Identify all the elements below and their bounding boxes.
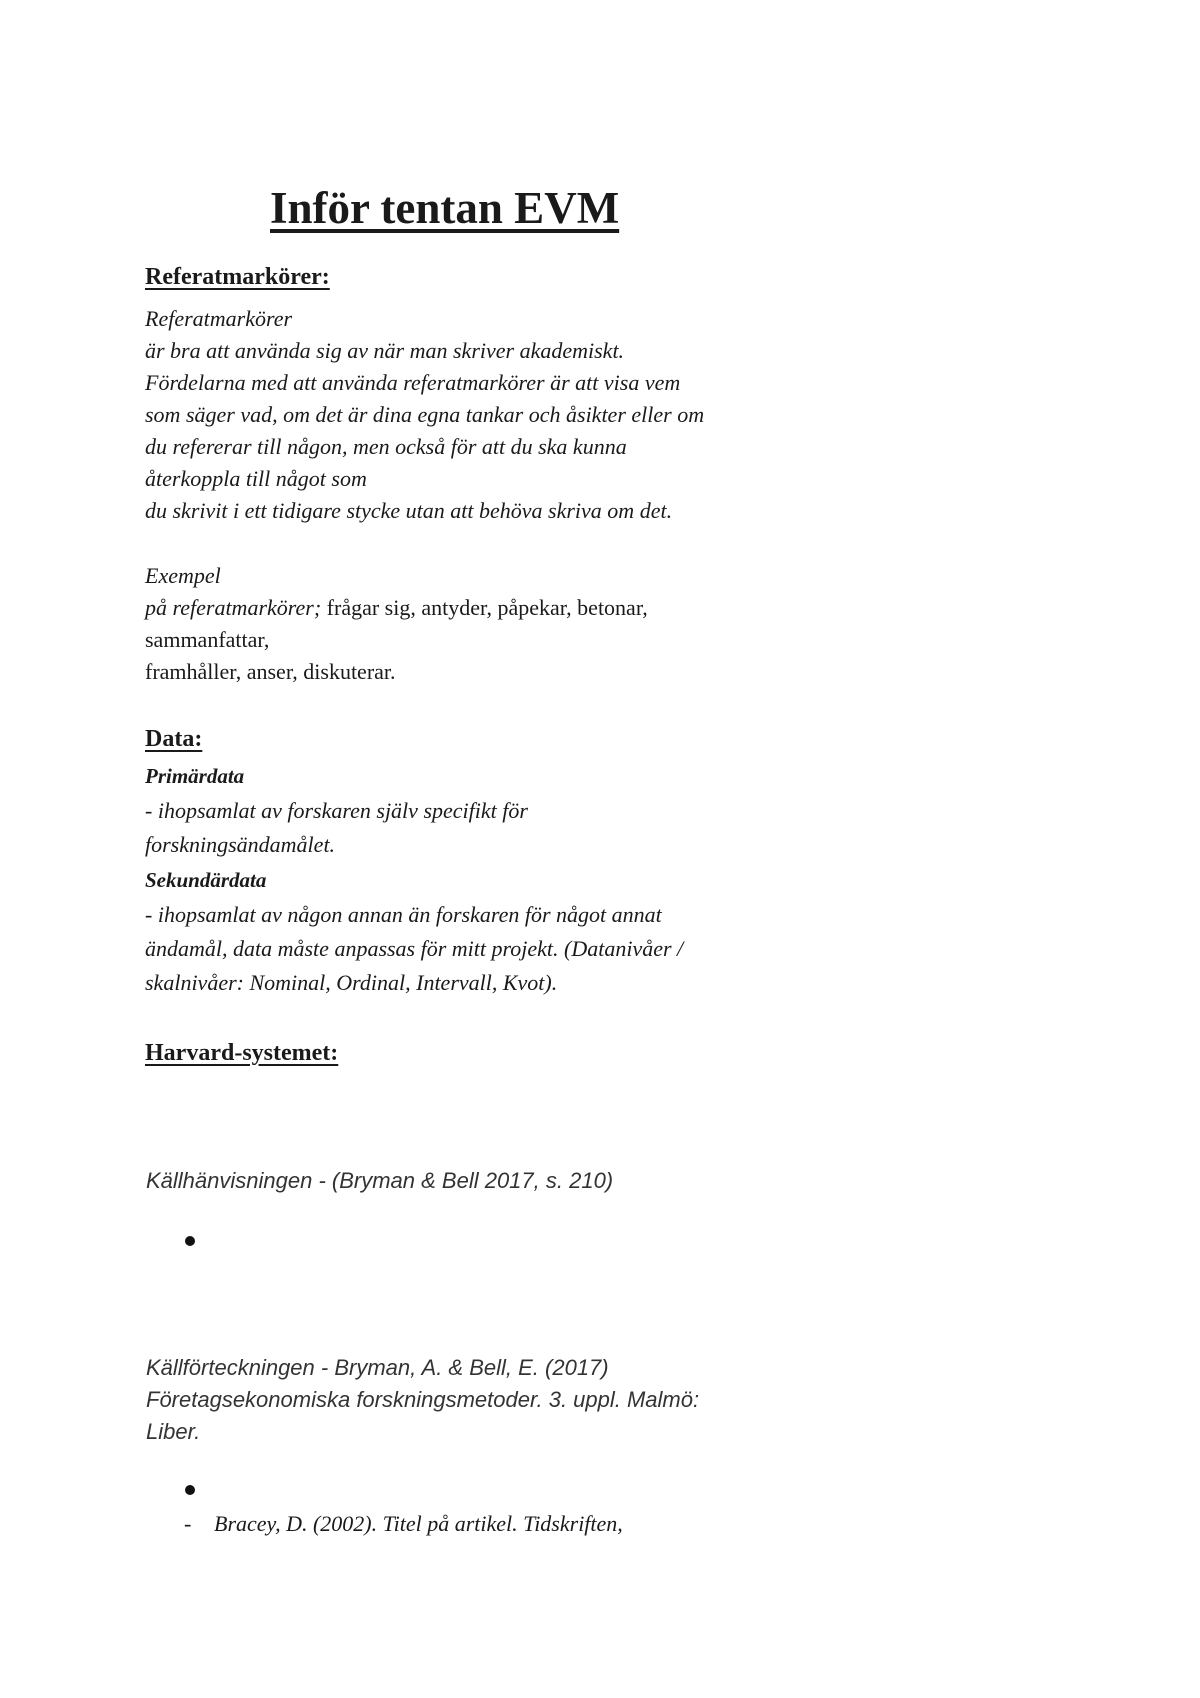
kallhanvisning-line: Källhänvisningen - (Bryman & Bell 2017, s. 210)	[146, 1168, 614, 1193]
bullet-1	[185, 1236, 195, 1246]
secondary-line-1: - ihopsamlat av någon annan än forskaren för något annat	[145, 902, 662, 927]
example-line-3: framhåller, anser, diskuterar.	[145, 659, 396, 684]
bullet-2	[185, 1485, 195, 1495]
referat-line-7: du skrivit i ett tidigare stycke utan att behöva skriva om det.	[145, 498, 673, 523]
referat-line-6: återkoppla till något som	[145, 466, 367, 491]
referat-line-1: Referatmarkörer	[145, 306, 293, 331]
heading-referatmarkorer: Referatmarkörer:	[145, 264, 330, 290]
referat-line-3: Fördelarna med att använda referatmarkörer är att visa vem	[145, 370, 681, 395]
secondary-line-3: skalnivåer: Nominal, Ordinal, Intervall, Kvot).	[145, 970, 558, 995]
page-title: Inför tentan EVM	[270, 183, 620, 233]
example-label: Exempel	[145, 563, 221, 588]
bracey-line: Bracey, D. (2002). Titel på artikel. Tidskriften,	[214, 1511, 623, 1536]
kallforteckning-line-1: Källförteckningen - Bryman, A. & Bell, E. (2017)	[146, 1355, 609, 1380]
example-line-1	[145, 595, 648, 621]
example-line-2: sammanfattar,	[145, 627, 270, 652]
primary-line-1: - ihopsamlat av forskaren själv specifikt för	[145, 798, 528, 823]
referat-line-2: är bra att använda sig av när man skriver akademiskt.	[145, 338, 625, 363]
primary-label: Primärdata	[145, 764, 245, 788]
secondary-line-2: ändamål, data måste anpassas för mitt projekt. (Datanivåer /	[145, 936, 684, 961]
referat-line-5: du refererar till någon, men också för att du ska kunna	[145, 434, 627, 459]
example-line-1-italic: på referatmarkörer;	[145, 595, 327, 620]
kallforteckning-line-3: Liber.	[146, 1419, 201, 1444]
kallforteckning-line-2: Företagsekonomiska forskningsmetoder. 3. uppl. Malmö:	[146, 1387, 700, 1412]
heading-harvard: Harvard-systemet:	[145, 1040, 339, 1066]
heading-data: Data:	[145, 726, 203, 752]
referat-line-4: som säger vad, om det är dina egna tankar och åsikter eller om	[145, 402, 705, 427]
example-line-1-rest: frågar sig, antyder, påpekar, betonar,	[326, 595, 648, 620]
secondary-label: Sekundärdata	[145, 868, 267, 892]
dash-marker: -	[184, 1511, 192, 1536]
primary-line-2: forskningsändamålet.	[145, 832, 336, 857]
